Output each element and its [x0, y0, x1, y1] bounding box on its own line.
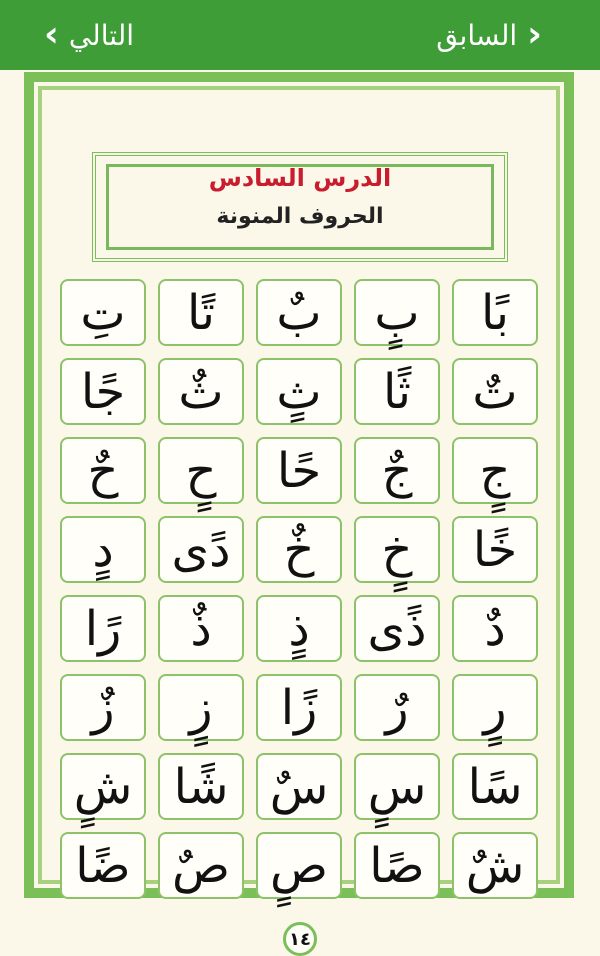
letter-cell[interactable]	[158, 674, 244, 741]
letter-cell[interactable]	[60, 516, 146, 583]
lesson-title-box	[92, 152, 508, 262]
letter-cell[interactable]	[60, 832, 146, 899]
letter-cell[interactable]	[354, 358, 440, 425]
letter-text: شٍ	[73, 758, 133, 815]
letter-text: ثٌ	[178, 363, 224, 420]
letter-cell[interactable]	[158, 832, 244, 899]
letter-cell[interactable]	[452, 595, 538, 662]
letter-text: ثٍ	[276, 363, 322, 420]
letter-cell[interactable]	[354, 437, 440, 504]
letter-text: سًا	[467, 758, 523, 815]
letter-text: رٌ	[385, 679, 409, 736]
letter-text: شًا	[173, 758, 229, 815]
letter-text: جٌ	[381, 442, 413, 499]
letter-cell[interactable]	[158, 358, 244, 425]
letter-text: شٌ	[465, 837, 525, 894]
letter-cell[interactable]	[452, 358, 538, 425]
page-number-badge	[283, 922, 317, 956]
letter-text: دًى	[171, 521, 231, 578]
letter-cell[interactable]	[158, 753, 244, 820]
letter-cell[interactable]	[354, 516, 440, 583]
letter-text: تِ	[80, 284, 126, 341]
letter-cell[interactable]	[158, 516, 244, 583]
letter-text: صًا	[369, 837, 425, 894]
letter-text: حٌ	[87, 442, 119, 499]
letter-cell[interactable]	[256, 674, 342, 741]
letter-cell[interactable]	[354, 595, 440, 662]
letter-cell[interactable]	[60, 753, 146, 820]
lesson-page	[0, 70, 600, 950]
chevron-right-icon: ›	[527, 14, 542, 55]
letter-cell[interactable]	[452, 674, 538, 741]
letter-text: جًا	[80, 363, 126, 420]
letter-cell[interactable]	[60, 595, 146, 662]
letter-cell[interactable]	[452, 279, 538, 346]
previous-label: السابق	[436, 18, 518, 52]
letter-text: حًا	[276, 442, 322, 499]
letter-text: تٌ	[472, 363, 518, 420]
letter-text: سٍ	[367, 758, 427, 815]
letter-text: دٌ	[484, 600, 506, 657]
letter-cell[interactable]	[60, 437, 146, 504]
letter-cell[interactable]	[256, 279, 342, 346]
top-navigation-bar	[0, 0, 600, 70]
letter-cell[interactable]	[452, 753, 538, 820]
letter-cell[interactable]	[452, 516, 538, 583]
letter-cell[interactable]	[60, 279, 146, 346]
letter-text: تًا	[187, 284, 215, 341]
letter-text: ضًا	[75, 837, 131, 894]
letter-cell[interactable]	[256, 437, 342, 504]
letter-text: بًا	[481, 284, 509, 341]
letter-cell[interactable]	[158, 279, 244, 346]
letter-cell[interactable]	[158, 437, 244, 504]
letter-text: ذًى	[367, 600, 427, 657]
letter-cell[interactable]	[452, 832, 538, 899]
letter-text: زٌ	[91, 679, 115, 736]
letter-text: زٍ	[189, 679, 213, 736]
letter-text: رًا	[84, 600, 122, 657]
letter-cell[interactable]	[354, 674, 440, 741]
letter-text: صٌ	[171, 837, 231, 894]
letter-text: بٍ	[374, 284, 420, 341]
letter-text: خٌ	[283, 521, 315, 578]
letter-text: زًا	[280, 679, 318, 736]
letter-text: رٍ	[483, 679, 507, 736]
lesson-subtitle: الحروف المنونة	[216, 204, 384, 229]
letter-cell[interactable]	[256, 832, 342, 899]
page-number: ١٤	[289, 928, 311, 950]
letter-text: سٌ	[269, 758, 329, 815]
letter-text: حٍ	[185, 442, 217, 499]
letter-text: صٍ	[269, 837, 329, 894]
previous-button[interactable]	[436, 14, 542, 56]
chevron-left-icon: ‹	[44, 14, 59, 55]
letter-text: ذٍ	[288, 600, 310, 657]
letter-cell[interactable]	[60, 674, 146, 741]
letter-cell[interactable]	[354, 832, 440, 899]
letter-grid	[60, 279, 540, 911]
letter-text: دٍ	[92, 521, 114, 578]
letter-text: بٌ	[276, 284, 322, 341]
letter-cell[interactable]	[256, 753, 342, 820]
letter-cell[interactable]	[452, 437, 538, 504]
letter-cell[interactable]	[354, 279, 440, 346]
letter-text: خًا	[472, 521, 518, 578]
letter-text: خٍ	[381, 521, 413, 578]
letter-text: ذٌ	[190, 600, 212, 657]
letter-text: جٍ	[479, 442, 511, 499]
letter-cell[interactable]	[256, 358, 342, 425]
letter-cell[interactable]	[354, 753, 440, 820]
next-button[interactable]	[44, 14, 134, 56]
letter-cell[interactable]	[256, 516, 342, 583]
letter-cell[interactable]	[158, 595, 244, 662]
letter-cell[interactable]	[60, 358, 146, 425]
lesson-title: الدرس السادس	[208, 164, 392, 192]
next-label: التالي	[68, 18, 135, 52]
letter-text: ثًا	[383, 363, 411, 420]
letter-cell[interactable]	[256, 595, 342, 662]
